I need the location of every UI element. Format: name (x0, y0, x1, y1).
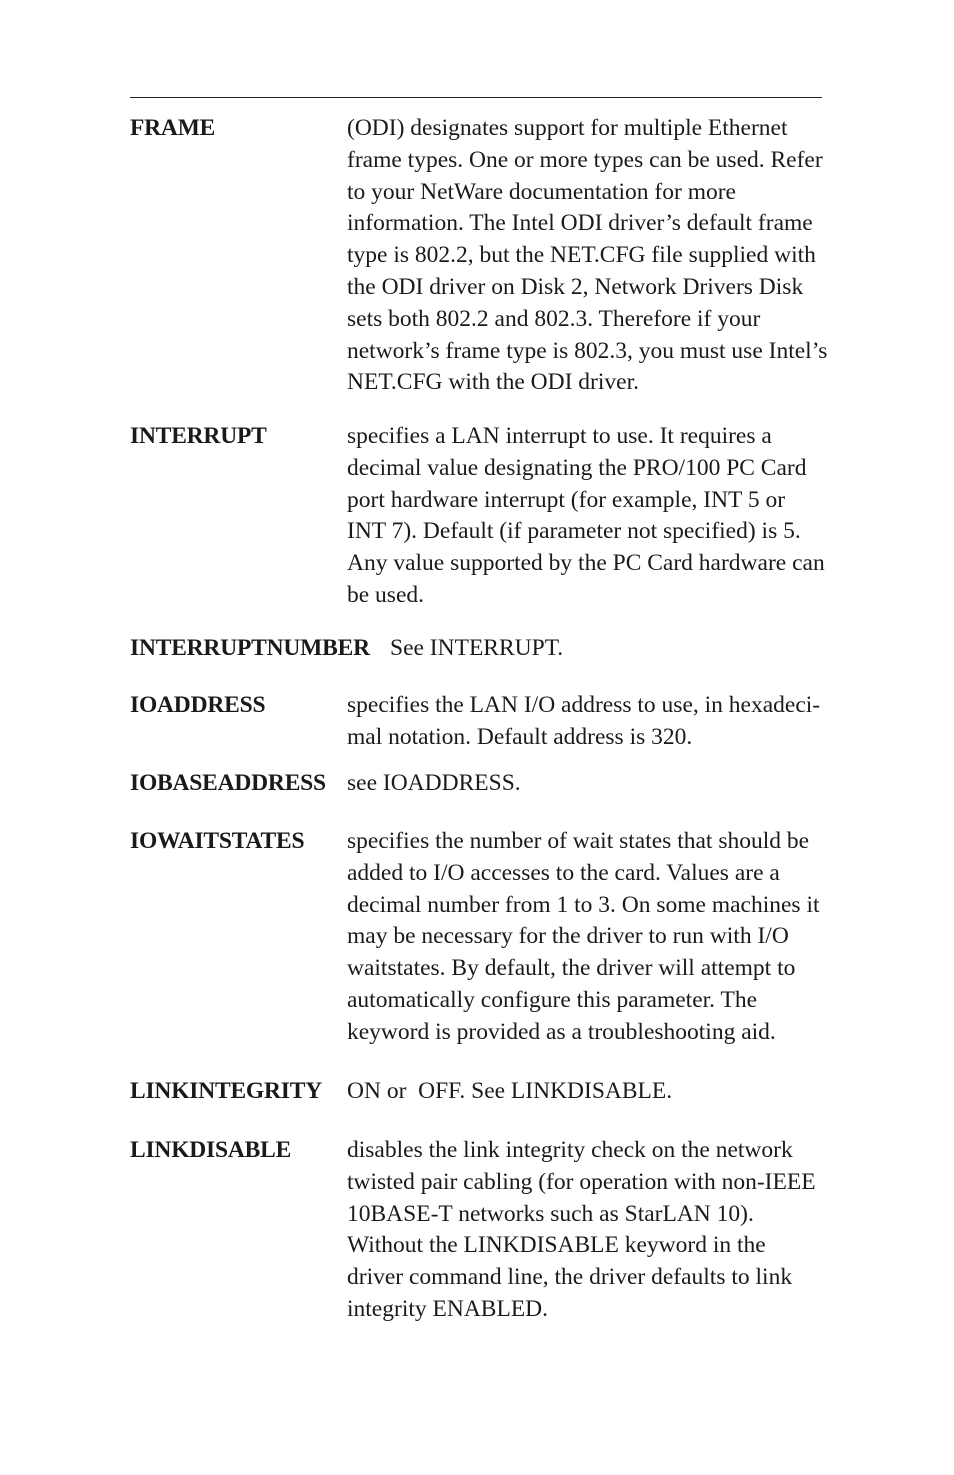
description-line: ON or OFF. See LINKDISABLE. (347, 1078, 673, 1104)
description-interrupt (347, 421, 825, 612)
description-ioaddress (347, 690, 822, 754)
description-line: specifies the number of wait states that should be (347, 828, 810, 854)
description-line: information. The Intel ODI driver’s default frame (347, 210, 813, 237)
description-line: NET.CFG with the ODI driver. (347, 369, 639, 396)
description-iowaitstates (347, 826, 822, 1049)
description-line: added to I/O accesses to the card. Values are a (347, 859, 780, 886)
description-line: specifies the LAN I/O address to use, in hexadeci- (347, 692, 821, 718)
entry-linkdisable (130, 1135, 822, 1326)
entry-frame (130, 113, 828, 399)
description-line: mal notation. Default address is 320. (347, 723, 693, 750)
description-line: the ODI driver on Disk 2, Network Drivers Disk (347, 273, 804, 300)
description-line: disables the link integrity check on the network (347, 1137, 793, 1163)
description-interruptnumber (390, 633, 865, 665)
entry-interruptnumber (130, 633, 822, 665)
description-line: network’s frame type is 802.3, you must use Intel’s (347, 337, 828, 364)
description-line: INT 7). Default (if parameter not specified) is 5. (347, 518, 801, 545)
description-line: port hardware interrupt (for example, INT 5 or (347, 486, 786, 513)
description-line: integrity ENABLED. (347, 1295, 549, 1322)
entry-interrupt (130, 421, 825, 612)
description-line: twisted pair cabling (for operation with non-IEEE (347, 1168, 816, 1195)
description-frame (347, 113, 828, 399)
description-line: keyword is provided as a troubleshooting aid. (347, 1018, 776, 1045)
description-line: be used. (347, 581, 425, 608)
term-iowaitstates: IOWAITSTATES (130, 828, 305, 854)
entry-iowaitstates (130, 826, 822, 1049)
description-line: automatically configure this parameter. The (347, 986, 758, 1013)
description-line: Any value supported by the PC Card hardware can (347, 550, 825, 577)
term-interrupt: INTERRUPT (130, 423, 267, 449)
description-line: driver command line, the driver defaults to link (347, 1264, 793, 1291)
description-line: specifies a LAN interrupt to use. It requires a (347, 423, 772, 449)
term-iobaseaddress: IOBASEADDRESS (130, 770, 326, 796)
term-linkintegrity: LINKINTEGRITY (130, 1078, 322, 1104)
description-line: waitstates. By default, the driver will attempt to (347, 955, 796, 982)
description-line: Without the LINKDISABLE keyword in the (347, 1232, 766, 1259)
term-interruptnumber: INTERRUPTNUMBER (130, 635, 370, 661)
description-line: decimal value designating the PRO/100 PC Card (347, 454, 807, 481)
description-linkintegrity (347, 1076, 822, 1108)
entry-iobaseaddress (130, 768, 822, 800)
header-rule (130, 97, 822, 98)
description-line: 10BASE-T networks such as StarLAN 10). (347, 1200, 754, 1227)
description-line: sets both 802.2 and 802.3. Therefore if your (347, 305, 761, 332)
term-linkdisable: LINKDISABLE (130, 1137, 292, 1163)
description-iobaseaddress (347, 768, 822, 800)
description-linkdisable (347, 1135, 822, 1326)
description-line: See INTERRUPT. (390, 635, 564, 661)
description-line: decimal number from 1 to 3. On some machines it (347, 891, 820, 918)
entry-linkintegrity (130, 1076, 822, 1108)
description-line: see IOADDRESS. (347, 770, 521, 796)
description-line: frame types. One or more types can be used. Refer (347, 146, 823, 173)
description-line: to your NetWare documentation for more (347, 178, 736, 205)
term-frame: FRAME (130, 115, 216, 141)
entry-ioaddress (130, 690, 822, 754)
term-ioaddress: IOADDRESS (130, 692, 266, 718)
description-line: type is 802.2, but the NET.CFG file supplied with (347, 242, 816, 269)
description-line: (ODI) designates support for multiple Ethernet (347, 115, 788, 141)
description-line: may be necessary for the driver to run with I/O (347, 923, 789, 950)
